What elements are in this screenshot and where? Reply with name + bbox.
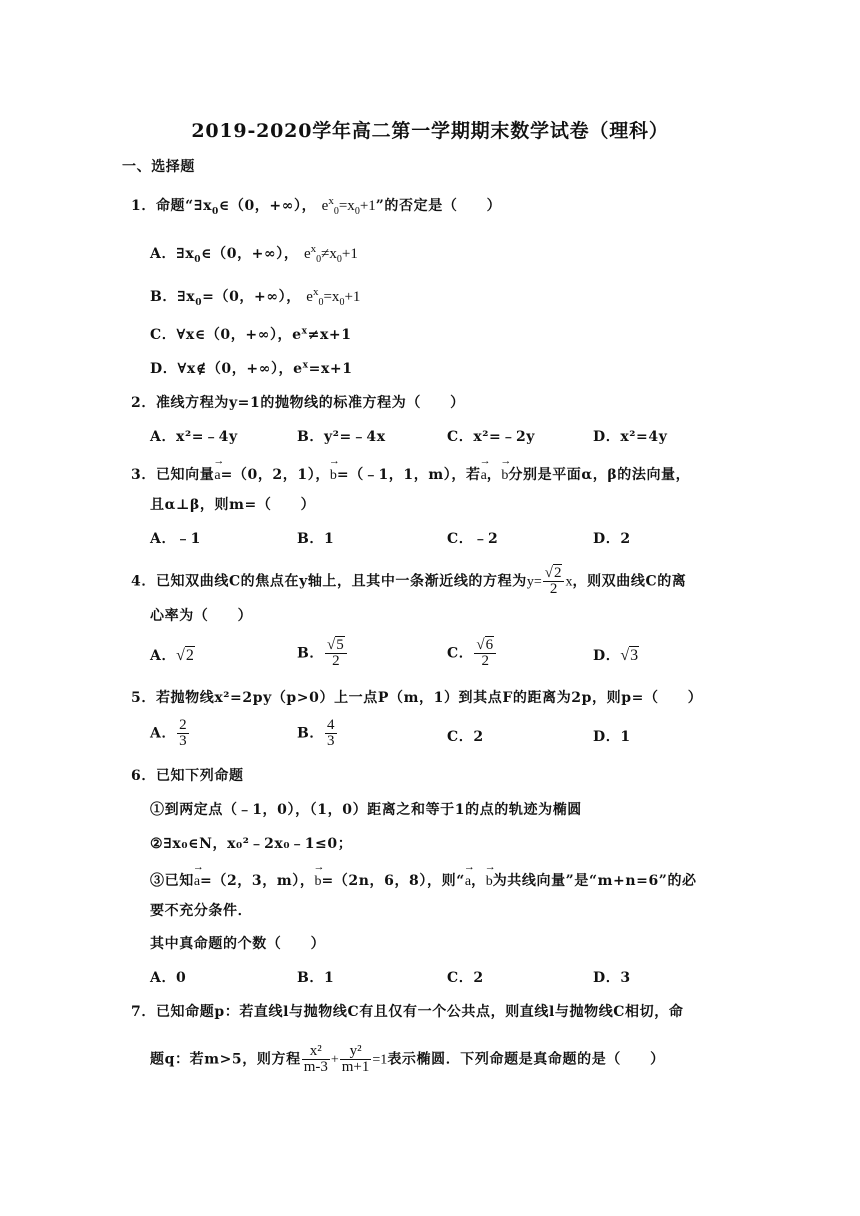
question-3-stem: 3．已知向量 → a=（0，2，1）， → b=（﹣1，1，m），若 → a， → b分别是平面α，β的法向量， (131, 462, 690, 486)
vector-b: → b (313, 861, 325, 889)
question-2-option-b: B．y²=﹣4x (297, 429, 386, 445)
vector-b: → b (328, 455, 340, 483)
section-heading: 一、选择题 (122, 159, 195, 175)
question-4-option-a: A．√2 (150, 647, 194, 664)
vector-a: → a (213, 455, 225, 483)
question-6-proposition-3-line-2: 要不充分条件． (150, 903, 253, 919)
question-1-stem: 1．命题“$\exists x_0\in(0$，+∞）， $e^x_0=x_0+1$”的否定是（ ） (131, 195, 502, 217)
question-4-stem-line-2: 心率为（ ） (150, 608, 253, 624)
question-2-stem: 2．准线方程为y=1的抛物线的标准方程为（ ） (131, 395, 465, 411)
question-4-stem: 4．已知双曲线C的焦点在y轴上，且其中一条渐近线的方程为y= $\frac{√2}{2}$ x，则双曲线C的离 (131, 565, 687, 597)
question-1-option-a: A．$\exists x_0\in(0$，+∞）， $e^x_0\ne x_0+1$ (150, 243, 358, 265)
formula-exponential: $e^x_0\ne x_0+1$ (303, 243, 358, 265)
question-2-option-c: C．x²=﹣2y (447, 429, 536, 445)
vector-a: → a (192, 861, 204, 889)
question-1-option-c: C．∀x∈（0，+∞），$e^x\ne x+1$ (150, 326, 352, 343)
vector-b: → b (500, 455, 512, 483)
question-5-option-b: B． $\frac{4}{3}$ (297, 717, 335, 749)
question-3-option-d: D．2 (593, 531, 631, 547)
question-6-stem: 6．已知下列命题 (131, 768, 244, 784)
question-4-option-d: D．√3 (593, 647, 639, 664)
formula-exponential: $e^x_0=x_0+1$ (306, 286, 361, 308)
question-1-option-d: D．∀x∉（0，+∞），$e^x=x+1$ (150, 360, 353, 377)
question-4-option-b: B． $\frac{√5}{2}$ (297, 638, 348, 669)
question-7-stem-line-2: 题q：若m>5，则方程 $\frac{\text{x²}}{m-3}$ + $\frac{\text{y²}}{m+1}$ =1表示椭圆．下列命题是真命题的是（ ） (150, 1043, 665, 1075)
question-6-option-a: A．0 (150, 970, 187, 986)
question-6-proposition-2: ②∃x₀∈N，x₀²﹣2x₀﹣1≤0； (150, 836, 353, 852)
question-3-option-a: A．﹣1 (150, 531, 202, 547)
fraction-x2-over-m-minus-3: $\frac{\text{x²}}{m-3}$ (303, 1043, 328, 1075)
question-2-option-a: A．x²=﹣4y (150, 429, 238, 445)
formula-exponential: $e^x_0=x_0+1$ (321, 195, 376, 217)
question-4-option-c: C． $\frac{√6}{2}$ (447, 638, 497, 669)
question-3-stem-line-2: 且α⊥β，则m=（ ） (150, 497, 316, 513)
question-3-option-b: B．1 (297, 531, 335, 547)
question-7-stem: 7．已知命题p：若直线l与抛物线C有且仅有一个公共点，则直线l与抛物线C相切，命 (131, 1004, 684, 1020)
question-6-proposition-1: ①到两定点（﹣1，0），（1，0）距离之和等于1的点的轨迹为椭圆 (150, 802, 582, 818)
question-5-option-a: A． $\frac{2}{3}$ (150, 717, 187, 749)
question-5-option-c: C．2 (447, 729, 484, 745)
question-2-option-d: D．x²=4y (593, 429, 668, 445)
question-3-option-c: C．﹣2 (447, 531, 499, 547)
vector-b: → b (484, 861, 496, 889)
vector-a: → a (463, 861, 475, 889)
question-6-ask: 其中真命题的个数（ ） (150, 936, 326, 952)
question-5-option-d: D．1 (593, 729, 631, 745)
page-title: 2019-2020学年高二第一学期期末数学试卷（理科） (191, 120, 669, 142)
fraction-sqrt2-over-2: $\frac{√2}{2}$ (543, 566, 565, 597)
vector-a: → a (479, 455, 491, 483)
question-6-option-c: C．2 (447, 970, 484, 986)
question-1-option-b: B．$\exists x_0=(0$，+∞）， $e^x_0=x_0+1$ (150, 286, 361, 308)
question-5-stem: 5．若抛物线x²=2py（p>0）上一点P（m，1）到其点F的距离为2p，则p=（ ） (131, 690, 703, 706)
question-6-proposition-3: ③已知 → a=（2，3，m）， → b=（2n，6，8），则“ → a， → b为共线向量”是“m+n=6”的必 (150, 868, 697, 892)
question-6-option-d: D．3 (593, 970, 631, 986)
fraction-y2-over-m-plus-1: $\frac{\text{y²}}{m+1}$ (341, 1043, 370, 1075)
question-6-option-b: B．1 (297, 970, 335, 986)
